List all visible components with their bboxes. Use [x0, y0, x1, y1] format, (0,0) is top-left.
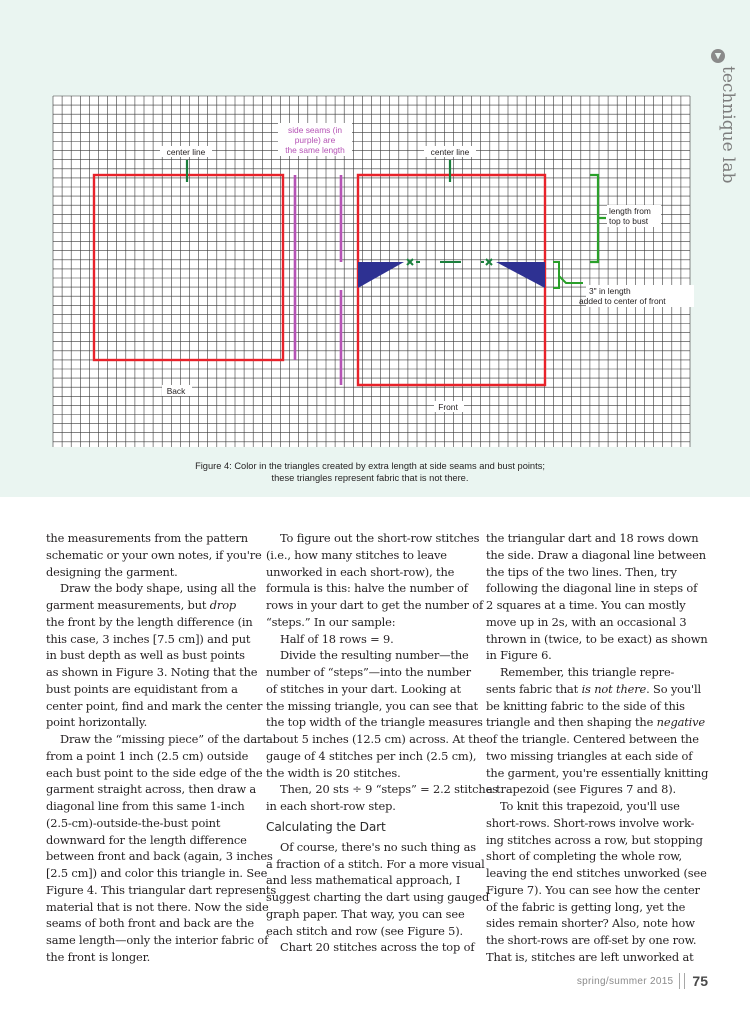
text-line: about 5 inches (12.5 cm) across. At the [266, 732, 487, 746]
text-line: garment measurements, but drop [46, 598, 237, 612]
text-line: 2 squares at a time. You can mostly [486, 598, 686, 612]
text-line: following the diagonal line in steps of [486, 581, 698, 596]
text-line: Chart 20 stitches across the top of [280, 940, 475, 955]
caption-line-2: these triangles represent fabric that is not there. [271, 473, 469, 483]
text-line: schematic or your own notes, if you're [46, 547, 262, 562]
side-seams-label-2: purple) are [294, 135, 336, 145]
text-line: the missing triangle, you can see that [266, 698, 478, 713]
text-line: short of completing the whole row, [486, 849, 683, 864]
text-line: two missing triangles at each side of [486, 748, 693, 763]
text-line: leaving the end stitches unworked (see [486, 866, 707, 880]
text-line: the front by the length difference (in [46, 614, 253, 629]
text-line: the short-rows are off-set by one row. [486, 933, 697, 947]
text-line: move up in 2s, with an occasional 3 [486, 614, 687, 629]
text-line: the front is longer. [46, 949, 151, 964]
text-line: graph paper. That way, you can see [266, 906, 465, 921]
added-length-label-1: 3" in length [589, 286, 631, 296]
text-line: in Figure 6. [486, 648, 552, 663]
text-line: a fraction of a stitch. For a more visual [266, 856, 485, 871]
text-line: bust points are equidistant from a [46, 681, 238, 696]
text-line: diagonal line from this same 1-inch [46, 799, 245, 813]
length-bust-label-2: top to bust [609, 216, 649, 226]
text-line: gauge of 4 stitches per inch (2.5 cm), [266, 748, 477, 763]
added-length-label-2: added to center of front [579, 296, 666, 306]
front-label: Front [438, 402, 458, 412]
figure-4-diagram [0, 0, 750, 460]
text-line: That is, stitches are left unworked at [486, 949, 694, 964]
text-line: triangle and then shaping the negative [486, 715, 706, 730]
text-line: Of course, there's no such thing as [280, 839, 476, 854]
text-line: the width is 20 stitches. [266, 765, 401, 780]
text-line: material that is not there. Now the side [46, 899, 269, 914]
text-line: Figure 7). You can see how the center [486, 882, 700, 897]
text-line: in each short-row step. [266, 799, 396, 813]
text-line: suggest charting the dart using gauged [266, 890, 490, 904]
text-line: Remember, this triangle repre- [500, 665, 675, 679]
text-line: thrown in (twice, to be exact) as shown [486, 631, 708, 646]
text-line: rows in your dart to get the number of [266, 598, 484, 612]
text-line: [2.5 cm]) and color this triangle in. See [46, 866, 268, 880]
text-line: the tips of the two lines. Then, try [486, 564, 677, 579]
text-line: each bust point to the side edge of the [46, 765, 263, 780]
text-line: sents fabric that is not there. So you'll [486, 681, 702, 696]
length-bust-label-1: length from [609, 206, 651, 216]
text-line: as shown in Figure 3. Noting that the [46, 665, 258, 679]
text-line: short-rows. Short-rows involve work- [486, 815, 695, 830]
text-line: Draw the “missing piece” of the dart [60, 732, 267, 746]
issue-label: spring/summer 2015 [576, 975, 674, 987]
text-line: number of “steps”—into the number [266, 665, 471, 679]
text-line: be knitting fabric to the side of this [486, 698, 685, 713]
center-line-label-front: center line [430, 147, 470, 157]
text-line: “steps.” In our sample: [266, 614, 396, 629]
text-line: a trapezoid (see Figures 7 and 8). [486, 782, 677, 797]
page-folio [577, 972, 708, 990]
text-line: To figure out the short-row stitches [280, 531, 480, 545]
side-seams-label-3: the same length [285, 145, 345, 155]
section-tag-label: technique lab [718, 66, 738, 184]
text-column-3 [486, 530, 709, 966]
side-seams-label-1: side seams (in [288, 125, 342, 135]
text-line: the top width of the triangle measures [266, 715, 483, 730]
text-line: (2.5-cm)-outside-the-bust point [46, 815, 221, 830]
folio-divider [679, 973, 685, 989]
text-line: garment straight across, then draw a [46, 782, 257, 797]
text-line: Draw the body shape, using all the [60, 581, 257, 596]
text-line: and less mathematical approach, I [266, 873, 461, 888]
text-line: of stitches in your dart. Looking at [266, 681, 461, 696]
text-line: between front and back (again, 3 inches [46, 849, 273, 864]
center-line-label-back: center line [166, 147, 206, 157]
text-line: ing stitches across a row, but stopping [486, 832, 703, 847]
text-line: each stitch and row (see Figure 5). [266, 923, 463, 938]
text-line: designing the garment. [46, 564, 178, 579]
caption-line-1: Figure 4: Color in the triangles created by extra length at side seams and bust points; [195, 461, 545, 471]
text-line: this case, 3 inches [7.5 cm]) and put [46, 631, 251, 646]
text-line: Divide the resulting number—the [280, 648, 469, 663]
text-line: in bust depth as well as bust points [46, 648, 245, 663]
figure-caption [100, 460, 640, 484]
section-heading: Calculating the Dart [266, 819, 386, 834]
text-line: the garment, you're essentially knitting [486, 765, 709, 780]
text-line: point horizontally. [46, 715, 148, 730]
text-line: Half of 18 rows = 9. [280, 631, 394, 646]
text-column-1 [46, 530, 277, 966]
text-line: center point, find and mark the center [46, 698, 263, 713]
text-line: of the triangle. Centered between the [486, 732, 699, 746]
text-line: formula is this: halve the number of [266, 581, 468, 596]
text-line: Then, 20 sts ÷ 9 “steps” = 2.2 stitches [280, 782, 498, 797]
page-number: 75 [692, 973, 708, 989]
text-line: the side. Draw a diagonal line between [486, 547, 706, 562]
text-line: To knit this trapezoid, you'll use [500, 799, 680, 813]
text-line: from a point 1 inch (2.5 cm) outside [46, 748, 249, 763]
text-line: seams of both front and back are the [46, 916, 254, 931]
text-line: (i.e., how many stitches to leave [266, 547, 447, 562]
text-column-2 [266, 530, 498, 956]
text-line: same length—only the interior fabric of [46, 933, 269, 947]
text-line: the measurements from the pattern [46, 531, 248, 545]
text-line: sides remain shorter? Also, note how [486, 916, 695, 931]
text-line: Figure 4. This triangular dart represents [46, 882, 277, 897]
text-line: unworked in each short-row), the [266, 564, 455, 579]
text-line: the triangular dart and 18 rows down [486, 531, 699, 545]
text-line: downward for the length difference [46, 832, 247, 847]
back-label: Back [166, 386, 186, 396]
text-line: of the fabric is getting long, yet the [486, 899, 686, 914]
